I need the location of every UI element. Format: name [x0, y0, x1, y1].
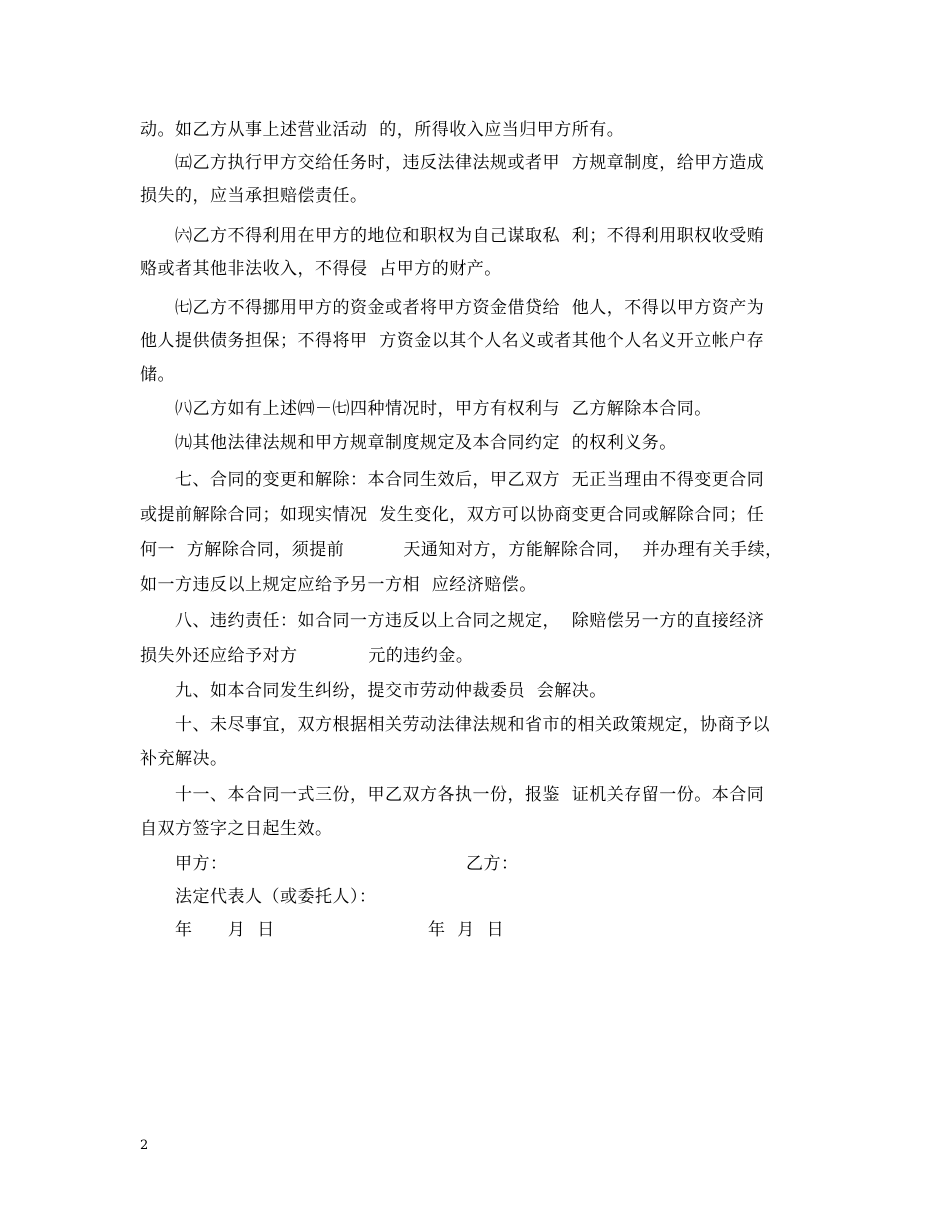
- text-line: 赂或者其他非法收入，不得侵 占甲方的财产。: [140, 259, 502, 279]
- text-line: ㈤乙方执行甲方交给任务时，违反法律法规或者甲 方规章制度，给甲方造成: [175, 153, 765, 173]
- text-line: 八、违约责任：如合同一方违反以上合同之规定， 除赔偿另一方的直接经济: [175, 611, 765, 631]
- text-line: ㈦乙方不得挪用甲方的资金或者将甲方资金借贷给 他人，不得以甲方资产为: [175, 298, 765, 318]
- date-b: 年 月 日: [428, 920, 505, 940]
- text-line: 动。如乙方从事上述营业活动 的，所得收入应当归甲方所有。: [140, 120, 625, 140]
- text-line: 补充解决。: [140, 749, 228, 769]
- text-line: 七、合同的变更和解除：本合同生效后，甲乙双方 无正当理由不得变更合同: [175, 470, 765, 490]
- text-line: 十一、本合同一式三份，甲乙双方各执一份，报鉴 证机关存留一份。本合同: [175, 785, 765, 805]
- text-line: ㈧乙方如有上述㈣－㈦四种情况时，甲方有权利与 乙方解除本合同。: [175, 399, 712, 419]
- text-line: 十、未尽事宜，双方根据相关劳动法律法规和省市的相关政策规定，协商予以: [175, 715, 770, 735]
- legal-representative-label: 法定代表人（或委托人）：: [175, 887, 377, 907]
- text-line: 储。: [140, 365, 175, 385]
- text-line: 他人提供债务担保；不得将甲 方资金以其个人名义或者其他个人名义开立帐户存: [140, 331, 765, 351]
- text-line: 九、如本合同发生纠纷，提交市劳动仲裁委员 会解决。: [175, 681, 607, 701]
- text-line: 如一方违反以上规定应给予另一方相 应经济赔偿。: [140, 575, 537, 595]
- party-a-label: 甲方：: [175, 854, 228, 874]
- text-line: 何一 方解除合同，须提前 天通知对方，方能解除合同， 并办理有关手续，: [140, 540, 783, 560]
- page-number: 2: [140, 1138, 149, 1153]
- text-line: 损失外还应给予对方 元的违约金。: [140, 646, 474, 666]
- date-a: 年 月 日: [175, 920, 275, 940]
- text-line: ㈥乙方不得利用在甲方的地位和职权为自己谋取私 利；不得利用职权收受贿: [175, 226, 765, 246]
- text-line: 损失的，应当承担赔偿责任。: [140, 186, 368, 206]
- text-line: 自双方签字之日起生效。: [140, 819, 333, 839]
- text-line: ㈨其他法律法规和甲方规章制度规定及本合同约定 的权利义务。: [175, 433, 677, 453]
- party-b-label: 乙方：: [466, 854, 519, 874]
- text-line: 或提前解除合同；如现实情况 发生变化，双方可以协商变更合同或解除合同；任: [140, 505, 765, 525]
